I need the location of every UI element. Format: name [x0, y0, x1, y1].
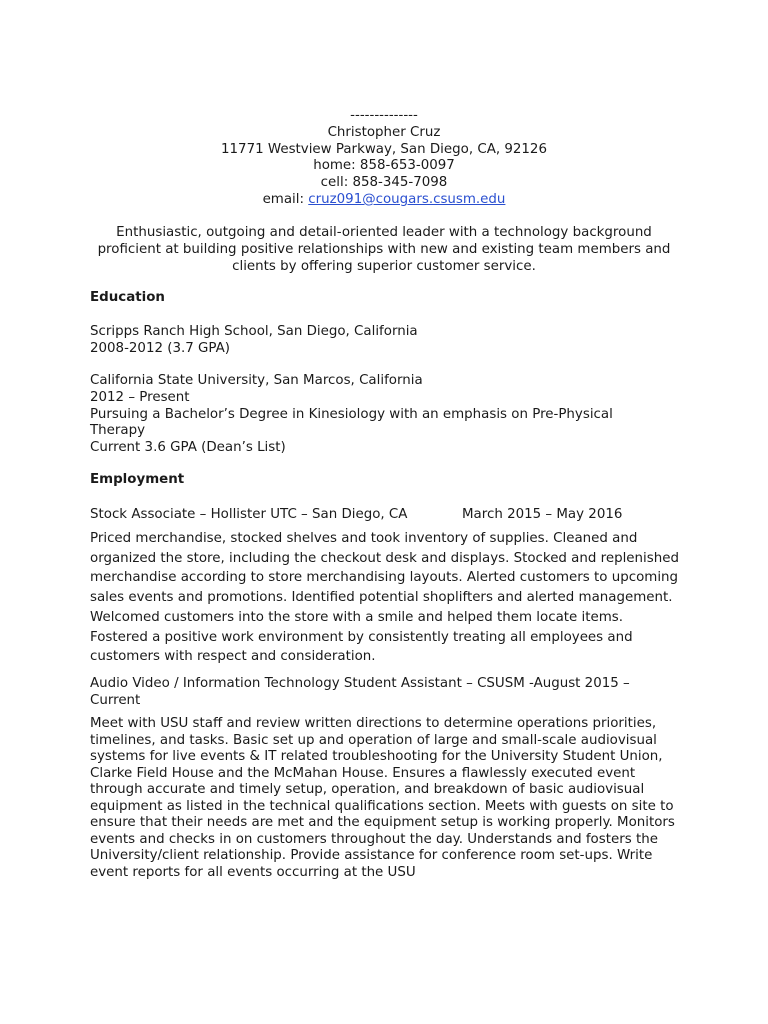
candidate-name: Christopher Cruz: [327, 124, 441, 140]
email-label: email:: [262, 191, 309, 207]
school-2-gpa: Current 3.6 GPA (Dean’s List): [90, 440, 286, 456]
school-2-degree-line-2: Therapy: [90, 423, 146, 439]
school-2-degree-line-1: Pursuing a Bachelor’s Degree in Kinesiology with an emphasis on Pre-Physical: [90, 406, 613, 422]
email-link[interactable]: cruz091@cougars.csusm.edu: [308, 191, 506, 207]
education-school-2: [90, 373, 690, 457]
employment-heading-block: [90, 472, 690, 489]
email-line: [0, 192, 768, 209]
job-2-title-line-1: Audio Video / Information Technology Student Assistant – CSUSM -August 2015 –: [90, 676, 630, 691]
job-1-dates: March 2015 – May 2016: [462, 507, 623, 522]
cell-phone: cell: 858-345-7098: [320, 175, 448, 191]
job-2-description: Meet with USU staff and review written directions to determine operations priorities, timelines, and tasks. Basic set up and operation of large and small-scale audiovisual systems for live events & IT related troubleshooting for the University Student Union, Clarke Field House and the McMahan House. Ensures a flawlessly executed event through accurate and timely setup, operation, and breakdown of basic audiovisual equipment as listed in the technical qualifications section. Meets with guests on site to ensure that their needs are met and the equipment setup is working properly. Monitors events and checks in on customers throughout the day. Understands and fosters the University/client relationship. Provide assistance for conference room set-ups. Write event reports for all events occurring at the USU: [90, 716, 675, 880]
school-1-dates: 2008-2012 (3.7 GPA): [90, 340, 230, 356]
employment-heading: Employment: [90, 472, 185, 487]
summary-paragraph: Enthusiastic, outgoing and detail-oriented leader with a technology background proficient at building positive relationships with new and existing team members and clients by offering superior customer service.: [97, 225, 671, 274]
job-2-title-block: [90, 676, 690, 710]
home-phone: home: 858-653-0097: [313, 158, 455, 174]
school-2-dates: 2012 – Present: [90, 389, 190, 405]
education-school-1: [90, 324, 690, 358]
job-1-description: Priced merchandise, stocked shelves and took inventory of supplies. Cleaned and organized the store, including the checkout desk and displays. Stocked and replenished merchandise according to store merchandising layouts. Alerted customers to upcoming sales events and promotions. Identified potential shoplifters and alerted management. Welcomed customers into the store with a smile and helped them locate items. Fostered a positive work environment by consistently treating all employees and customers with respect and consideration.: [90, 531, 679, 665]
education-heading: Education: [90, 290, 165, 305]
header-divider: --------------: [350, 108, 418, 123]
contact-header: [0, 108, 768, 209]
education-heading-block: [90, 290, 690, 307]
job-1-title-line: [90, 507, 690, 522]
address-line: 11771 Westview Parkway, San Diego, CA, 92126: [221, 141, 547, 157]
school-2-name: California State University, San Marcos, California: [90, 373, 423, 388]
school-1-name: Scripps Ranch High School, San Diego, California: [90, 324, 418, 339]
job-2-title-line-2: Current: [90, 692, 141, 708]
job-1-title: Stock Associate – Hollister UTC – San Diego, CA: [90, 507, 408, 522]
